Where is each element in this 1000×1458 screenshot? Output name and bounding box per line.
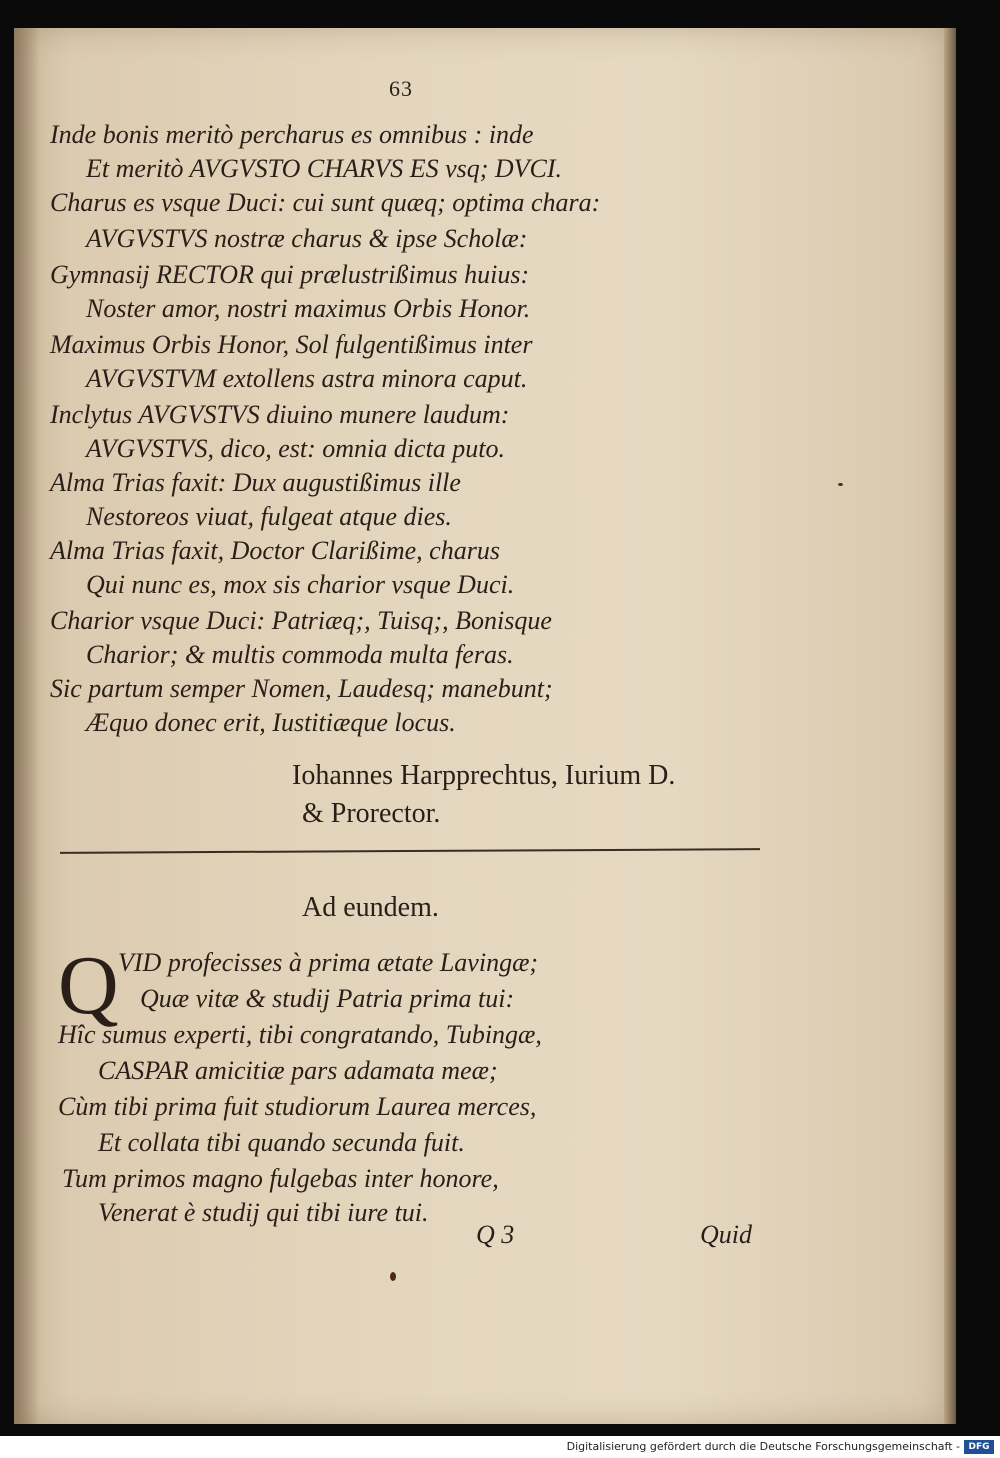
poem-line: Et meritò AVGVSTO CHARVS ES vsq; DVCI. xyxy=(86,154,563,183)
poem-line: Venerat è studij qui tibi iure tui. xyxy=(98,1198,429,1227)
poem-line: VID profecisses à prima ætate Lavingæ; xyxy=(118,948,539,977)
page-gutter-shadow xyxy=(14,28,40,1424)
book-page xyxy=(14,28,946,1424)
poem-line: AVGVSTVS nostræ charus & ipse Scholæ: xyxy=(86,224,528,253)
poem-line: Maximus Orbis Honor, Sol fulgentißimus inter xyxy=(50,330,533,359)
signature-name: Iohannes Harpprechtus, Iurium D. xyxy=(292,760,676,791)
poem-line: Inde bonis meritò percharus es omnibus : inde xyxy=(50,120,534,149)
section-divider xyxy=(60,848,760,854)
poem-line: Charus es vsque Duci: cui sunt quæq; optima chara: xyxy=(50,188,601,217)
dfg-logo: DFG xyxy=(964,1440,994,1454)
ink-speck xyxy=(838,483,843,486)
funding-notice: Digitalisierung gefördert durch die Deutsche Forschungsgemeinschaft - xyxy=(566,1440,960,1453)
poem-line: Charior vsque Duci: Patriæq;, Tuisq;, Bonisque xyxy=(50,606,552,635)
page-edge xyxy=(944,28,956,1424)
ink-speck xyxy=(390,1272,396,1281)
drop-cap: Q xyxy=(58,939,119,1032)
signature-mark: Q 3 xyxy=(476,1220,515,1249)
poem-line: Quæ vitæ & studij Patria prima tui: xyxy=(140,984,515,1013)
poem-line: Qui nunc es, mox sis charior vsque Duci. xyxy=(86,570,515,599)
poem-line: Hîc sumus experti, tibi congratando, Tubingæ, xyxy=(58,1020,542,1049)
poem-line: Alma Trias faxit: Dux augustißimus ille xyxy=(50,468,461,497)
poem-line: Nestoreos viuat, fulgeat atque dies. xyxy=(86,502,452,531)
poem-line: Sic partum semper Nomen, Laudesq; manebunt; xyxy=(50,674,553,703)
poem-line: Tum primos magno fulgebas inter honore, xyxy=(62,1164,499,1193)
poem-line: Cùm tibi prima fuit studiorum Laurea merces, xyxy=(58,1092,537,1121)
poem-line: AVGVSTVS, dico, est: omnia dicta puto. xyxy=(86,434,505,463)
poem-line: Noster amor, nostri maximus Orbis Honor. xyxy=(86,294,531,323)
section-heading: Ad eundem. xyxy=(302,892,439,923)
poem-line: Charior; & multis commoda multa feras. xyxy=(86,640,514,669)
poem-line: AVGVSTVM extollens astra minora caput. xyxy=(86,364,528,393)
poem-line: Æquo donec erit, Iustitiæque locus. xyxy=(86,708,456,737)
poem-line: CASPAR amicitiæ pars adamata meæ; xyxy=(98,1056,498,1085)
catchword: Quid xyxy=(700,1220,752,1249)
poem-line: Et collata tibi quando secunda fuit. xyxy=(98,1128,465,1157)
poem-line: Inclytus AVGVSTVS diuino munere laudum: xyxy=(50,400,510,429)
signature-title: & Prorector. xyxy=(302,798,441,829)
page-number: 63 xyxy=(389,76,413,101)
poem-line: Alma Trias faxit, Doctor Clarißime, charus xyxy=(50,536,500,565)
poem-line: Gymnasij RECTOR qui prælustrißimus huius: xyxy=(50,260,530,289)
